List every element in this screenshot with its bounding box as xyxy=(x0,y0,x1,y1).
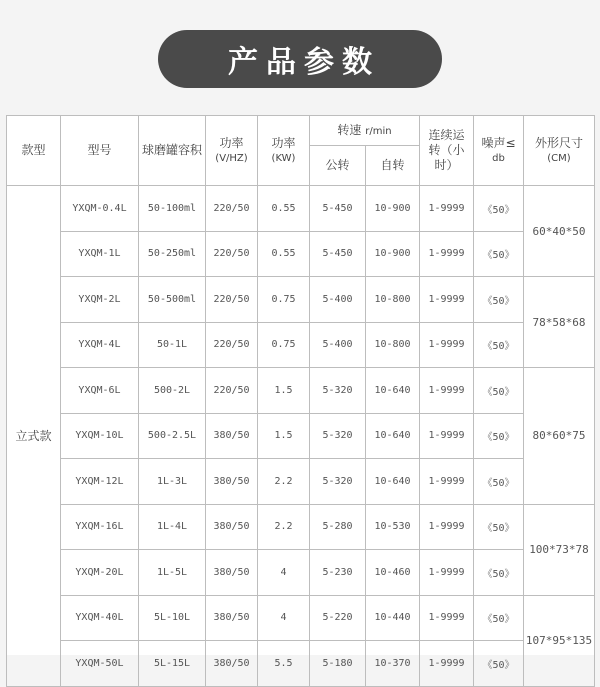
spec-sheet xyxy=(6,115,594,671)
cell-power: 220/50 xyxy=(206,277,258,323)
cell-capacity: 1L-4L xyxy=(139,504,206,550)
cell-revolution: 5-320 xyxy=(310,459,366,505)
cell-power: 220/50 xyxy=(206,368,258,414)
cell-model: YXQM-16L xyxy=(61,504,139,550)
table-row xyxy=(7,368,595,414)
cell-runtime: 1-9999 xyxy=(420,550,474,596)
cell-capacity: 50-1L xyxy=(139,322,206,368)
cell-model: YXQM-6L xyxy=(61,368,139,414)
cell-power: 380/50 xyxy=(206,459,258,505)
cell-kw: 2.2 xyxy=(258,504,310,550)
cell-model: YXQM-40L xyxy=(61,595,139,641)
cell-model: YXQM-4L xyxy=(61,322,139,368)
header-power-line1: 功率 xyxy=(219,135,244,150)
cell-power: 380/50 xyxy=(206,641,258,687)
page-title: 产品参数 xyxy=(228,45,380,80)
table-row xyxy=(7,277,595,323)
cell-dimensions: 107*95*135 xyxy=(524,595,595,686)
cell-noise: 《50》 xyxy=(474,368,524,414)
table-row xyxy=(7,322,595,368)
cell-rotation: 10-800 xyxy=(366,277,420,323)
cell-rotation: 10-640 xyxy=(366,459,420,505)
header-kw-line1: 功率 xyxy=(271,135,296,150)
header-power-kw xyxy=(258,116,310,186)
header-runtime-line3: 时） xyxy=(434,158,459,172)
cell-noise: 《50》 xyxy=(474,322,524,368)
cell-noise: 《50》 xyxy=(474,231,524,277)
cell-revolution: 5-450 xyxy=(310,186,366,232)
header-runtime xyxy=(420,116,474,186)
cell-runtime: 1-9999 xyxy=(420,595,474,641)
cell-revolution: 5-220 xyxy=(310,595,366,641)
header-size-line2: (CM) xyxy=(547,152,571,164)
header-row xyxy=(7,116,595,146)
cell-rotation: 10-530 xyxy=(366,504,420,550)
cell-power: 220/50 xyxy=(206,231,258,277)
cell-revolution: 5-320 xyxy=(310,368,366,414)
cell-dimensions: 78*58*68 xyxy=(524,277,595,368)
cell-rotation: 10-900 xyxy=(366,186,420,232)
cell-power: 380/50 xyxy=(206,595,258,641)
cell-noise: 《50》 xyxy=(474,595,524,641)
cell-model: YXQM-2L xyxy=(61,277,139,323)
cell-rotation: 10-440 xyxy=(366,595,420,641)
cell-noise: 《50》 xyxy=(474,504,524,550)
header-runtime-line2: 转（小 xyxy=(428,143,465,157)
cell-power: 380/50 xyxy=(206,413,258,459)
cell-noise: 《50》 xyxy=(474,413,524,459)
header-revolution: 公转 xyxy=(310,146,366,186)
cell-kw: 0.75 xyxy=(258,322,310,368)
header-noise-line1: 噪声≤ xyxy=(481,135,516,150)
cell-model: YXQM-12L xyxy=(61,459,139,505)
cell-capacity: 5L-15L xyxy=(139,641,206,687)
cell-capacity: 1L-5L xyxy=(139,550,206,596)
cell-revolution: 5-400 xyxy=(310,277,366,323)
cell-model: YXQM-20L xyxy=(61,550,139,596)
cell-runtime: 1-9999 xyxy=(420,413,474,459)
header-style: 款型 xyxy=(7,116,61,186)
cell-revolution: 5-180 xyxy=(310,641,366,687)
cell-noise: 《50》 xyxy=(474,277,524,323)
cell-revolution: 5-230 xyxy=(310,550,366,596)
cell-runtime: 1-9999 xyxy=(420,368,474,414)
cell-capacity: 500-2L xyxy=(139,368,206,414)
header-noise-line2: db xyxy=(492,152,505,164)
cell-rotation: 10-800 xyxy=(366,322,420,368)
cell-model: YXQM-50L xyxy=(61,641,139,687)
cell-noise: 《50》 xyxy=(474,641,524,687)
header-model: 型号 xyxy=(61,116,139,186)
cell-power: 380/50 xyxy=(206,504,258,550)
cell-runtime: 1-9999 xyxy=(420,277,474,323)
header-speed-label: 转速 xyxy=(337,122,362,137)
cell-kw: 1.5 xyxy=(258,368,310,414)
header-speed-unit: r/min xyxy=(365,125,392,137)
parameter-table xyxy=(6,115,595,687)
table-row xyxy=(7,641,595,687)
cell-kw: 0.55 xyxy=(258,186,310,232)
cell-runtime: 1-9999 xyxy=(420,186,474,232)
table-row xyxy=(7,504,595,550)
cell-capacity: 50-250ml xyxy=(139,231,206,277)
header-kw-line2: (KW) xyxy=(271,152,296,164)
cell-model: YXQM-10L xyxy=(61,413,139,459)
table-row xyxy=(7,550,595,596)
cell-rotation: 10-370 xyxy=(366,641,420,687)
cell-power: 220/50 xyxy=(206,322,258,368)
cell-power: 220/50 xyxy=(206,186,258,232)
cell-dimensions: 80*60*75 xyxy=(524,368,595,505)
cell-rotation: 10-640 xyxy=(366,413,420,459)
cell-kw: 0.75 xyxy=(258,277,310,323)
cell-dimensions: 100*73*78 xyxy=(524,504,595,595)
cell-noise: 《50》 xyxy=(474,459,524,505)
cell-rotation: 10-640 xyxy=(366,368,420,414)
header-speed xyxy=(310,116,420,146)
cell-power: 380/50 xyxy=(206,550,258,596)
header-capacity: 球磨罐容积 xyxy=(139,116,206,186)
cell-kw: 4 xyxy=(258,550,310,596)
table-row xyxy=(7,595,595,641)
header-runtime-line1: 连续运 xyxy=(428,128,465,142)
cell-capacity: 500-2.5L xyxy=(139,413,206,459)
cell-kw: 4 xyxy=(258,595,310,641)
cell-kw: 5.5 xyxy=(258,641,310,687)
cell-runtime: 1-9999 xyxy=(420,231,474,277)
cell-capacity: 50-500ml xyxy=(139,277,206,323)
cell-kw: 0.55 xyxy=(258,231,310,277)
cell-runtime: 1-9999 xyxy=(420,504,474,550)
cell-rotation: 10-460 xyxy=(366,550,420,596)
cell-model: YXQM-1L xyxy=(61,231,139,277)
cell-capacity: 1L-3L xyxy=(139,459,206,505)
header-size-line1: 外形尺寸 xyxy=(534,135,583,150)
header-power-line2: (V/HZ) xyxy=(215,152,248,164)
cell-revolution: 5-400 xyxy=(310,322,366,368)
page-title-banner xyxy=(158,30,442,88)
table-row xyxy=(7,413,595,459)
cell-rotation: 10-900 xyxy=(366,231,420,277)
cell-model: YXQM-0.4L xyxy=(61,186,139,232)
table-row xyxy=(7,459,595,505)
cell-revolution: 5-320 xyxy=(310,413,366,459)
cell-revolution: 5-280 xyxy=(310,504,366,550)
header-size xyxy=(524,116,595,186)
cell-kw: 1.5 xyxy=(258,413,310,459)
cell-runtime: 1-9999 xyxy=(420,459,474,505)
cell-noise: 《50》 xyxy=(474,550,524,596)
cell-capacity: 50-100ml xyxy=(139,186,206,232)
style-cell: 立式款 xyxy=(7,186,61,687)
table-row xyxy=(7,186,595,232)
header-rotation: 自转 xyxy=(366,146,420,186)
cell-runtime: 1-9999 xyxy=(420,322,474,368)
cell-noise: 《50》 xyxy=(474,186,524,232)
cell-runtime: 1-9999 xyxy=(420,641,474,687)
cell-kw: 2.2 xyxy=(258,459,310,505)
header-noise xyxy=(474,116,524,186)
cell-revolution: 5-450 xyxy=(310,231,366,277)
cell-capacity: 5L-10L xyxy=(139,595,206,641)
table-row xyxy=(7,231,595,277)
cell-dimensions: 60*40*50 xyxy=(524,186,595,277)
header-power-voltage xyxy=(206,116,258,186)
